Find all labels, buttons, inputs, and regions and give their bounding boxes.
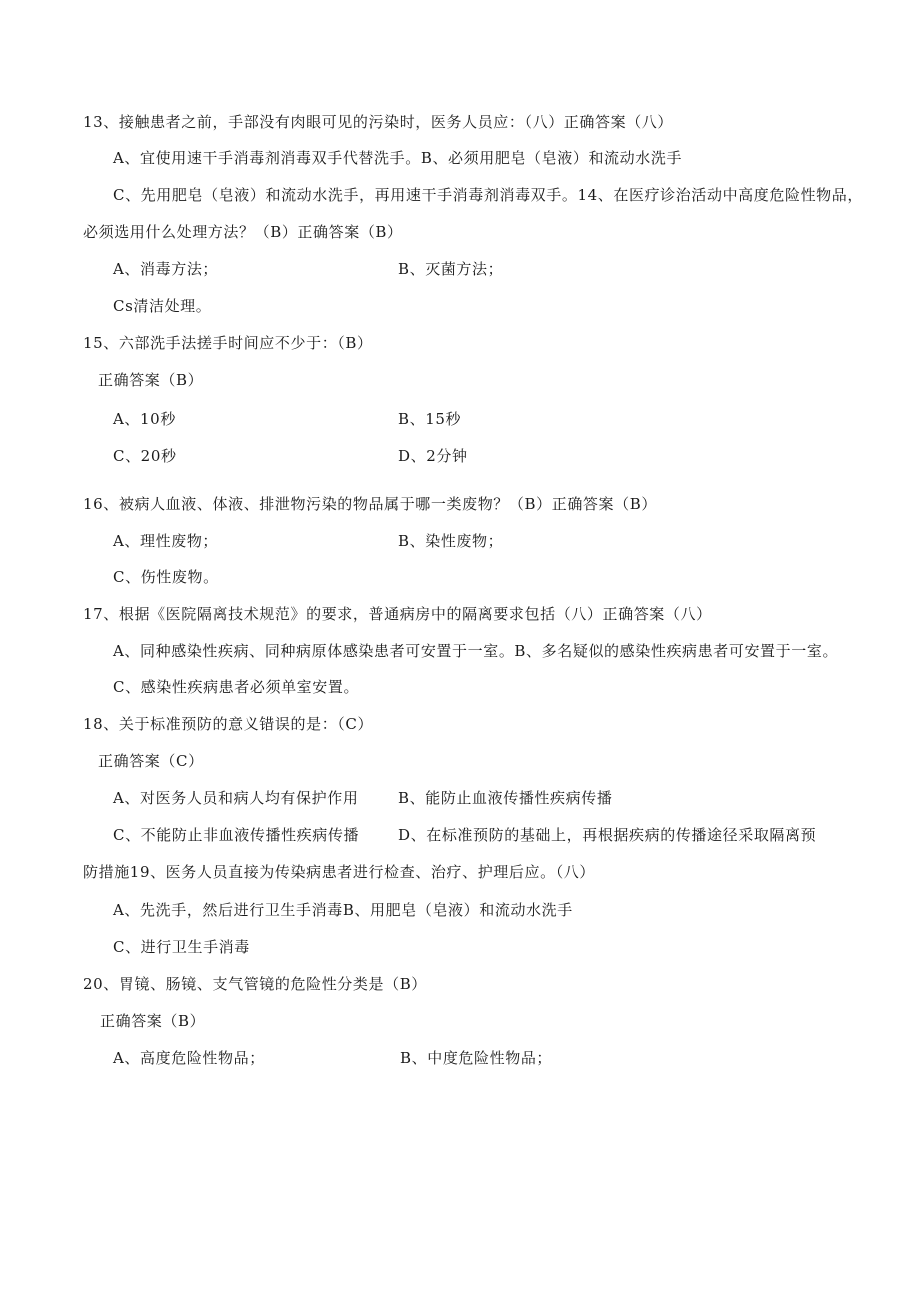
question-13-options-ab: A、宜使用速干手消毒剂消毒双手代替洗手。B、必须用肥皂（皂液）和流动水洗手	[113, 149, 683, 167]
question-18: 18、关于标准预防的意义错误的是：（C）	[83, 715, 374, 733]
question-16-option-a: A、理性废物；	[113, 532, 219, 550]
question-16: 16、被病人血液、体液、排泄物污染的物品属于哪一类废物？（B）正确答案（B）	[83, 495, 657, 513]
question-14-option-b: B、灭菌方法；	[398, 260, 504, 278]
question-17-option-c: C、感染性疾病患者必须单室安置。	[113, 678, 360, 696]
question-18-option-d: D、在标准预防的基础上，再根据疾病的传播途径采取隔离预	[398, 826, 817, 844]
question-20-option-b: B、中度危险性物品；	[400, 1049, 553, 1067]
question-17: 17、根据《医院隔离技术规范》的要求，普通病房中的隔离要求包括（八）正确答案（八）	[83, 605, 712, 623]
question-17-options-ab: A、同种感染性疾病、同种病原体感染患者可安置于一室。B、多名疑似的感染性疾病患者可安置于一室。	[113, 642, 839, 660]
question-19: 防措施19、医务人员直接为传染病患者进行检查、治疗、护理后应。（八）	[83, 863, 595, 881]
question-16-option-c: C、伤性废物。	[113, 568, 219, 586]
question-14-option-c: Cs清洁处理。	[113, 297, 212, 315]
question-19-option-c: C、进行卫生手消毒	[113, 938, 250, 956]
question-15-option-d: D、2分钟	[398, 447, 468, 465]
question-18-answer: 正确答案（C）	[98, 752, 204, 770]
question-14-option-a: A、消毒方法；	[113, 260, 219, 278]
question-20: 20、胃镜、肠镜、支气管镜的危险性分类是（B）	[83, 975, 427, 993]
question-20-answer: 正确答案（B）	[100, 1012, 206, 1030]
question-13-option-c-question-14: C、先用肥皂（皂液）和流动水洗手，再用速干手消毒剂消毒双手。14、在医疗诊治活动中高度危险性物品，	[113, 186, 863, 204]
question-15-answer: 正确答案（B）	[98, 371, 204, 389]
question-15-option-a: A、10秒	[113, 410, 176, 428]
question-18-option-c: C、不能防止非血液传播性疾病传播	[113, 826, 360, 844]
question-18-option-a: A、对医务人员和病人均有保护作用	[113, 789, 359, 807]
question-15: 15、六部洗手法搓手时间应不少于：（B）	[83, 334, 373, 352]
question-15-option-c: C、20秒	[113, 447, 177, 465]
question-14-cont: 必须选用什么处理方法？（B）正确答案（B）	[83, 223, 403, 241]
question-15-option-b: B、15秒	[398, 410, 462, 428]
question-19-options-ab: A、先洗手，然后进行卫生手消毒B、用肥皂（皂液）和流动水洗手	[113, 901, 573, 919]
question-16-option-b: B、染性废物；	[398, 532, 504, 550]
question-20-option-a: A、高度危险性物品；	[113, 1049, 265, 1067]
question-13: 13、接触患者之前，手部没有肉眼可见的污染时，医务人员应：（八）正确答案（八）	[83, 113, 673, 131]
question-18-option-b: B、能防止血液传播性疾病传播	[398, 789, 613, 807]
